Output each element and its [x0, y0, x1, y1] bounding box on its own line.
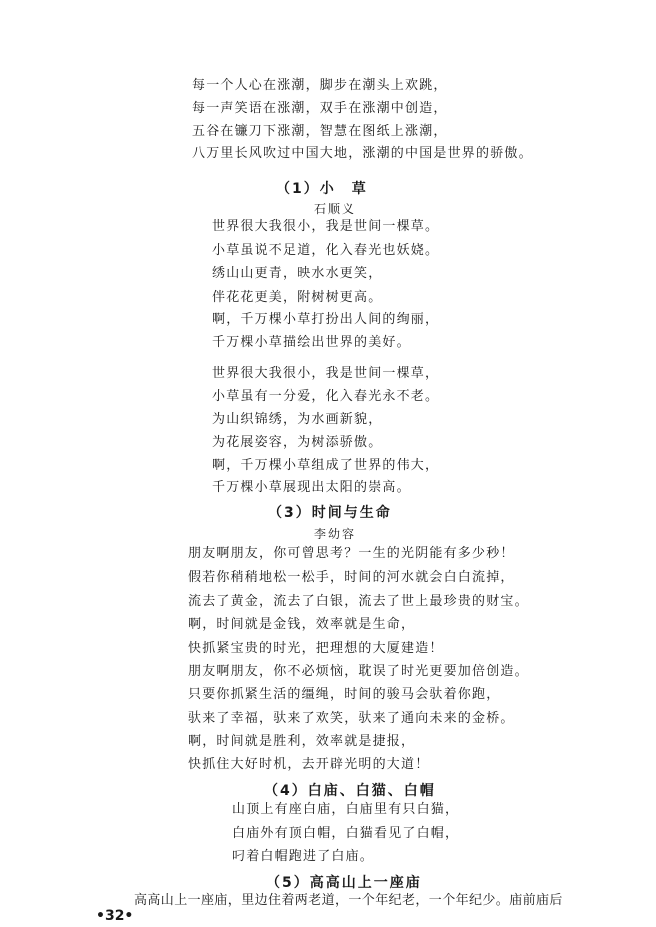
poem3-line-9: 啊，时间就是胜利，效率就是捷报， — [188, 734, 416, 749]
poem3-line-1: 朋友啊朋友，你可曾思考？一生的光阴能有多少秒！ — [188, 546, 515, 561]
poem3-line-2: 假若你稍稍地松一松手，时间的河水就会白白流掉， — [188, 570, 515, 585]
poem3-line-4: 啊，时间就是金钱，效率就是生命， — [188, 617, 416, 632]
poem5-line-1: 高高山上一座庙，里边住着两老道，一个年纪老，一个年纪少。庙前庙后 — [134, 893, 563, 908]
poem1-stanza2-line-2: 小草虽有一分爱，化入春光永不老。 — [212, 389, 440, 404]
poem3-line-6: 朋友啊朋友，你不必烦恼，耽误了时光更要加倍创造。 — [188, 664, 529, 679]
poem3-title: （3）时间与生命 — [268, 505, 392, 521]
poem5-title: （5）高高山上一座庙 — [266, 875, 422, 891]
poem1-stanza1-line-3: 绣山山更青，映水水更笑， — [212, 266, 383, 281]
poem3-author: 李幼容 — [314, 527, 357, 541]
intro-line-4: 八万里长风吹过中国大地，涨潮的中国是世界的骄傲。 — [192, 146, 533, 161]
intro-line-1: 每一个人心在涨潮，脚步在潮头上欢跳， — [192, 78, 448, 93]
poem1-stanza1-line-2: 小草虽说不足道，化入春光也妖娆。 — [212, 243, 440, 258]
poem4-line-2: 白庙外有顶白帽，白猫看见了白帽， — [232, 826, 460, 841]
poem3-line-8: 驮来了幸福，驮来了欢笑，驮来了通向未来的金桥。 — [188, 711, 515, 726]
poem4-line-1: 山顶上有座白庙，白庙里有只白猫， — [232, 802, 460, 817]
poem3-line-10: 快抓住大好时机，去开辟光明的大道！ — [188, 757, 430, 772]
intro-line-2: 每一声笑语在涨潮，双手在涨潮中创造， — [192, 101, 448, 116]
poem1-stanza1-line-1: 世界很大我很小，我是世间一棵草。 — [212, 219, 440, 234]
poem4-line-3: 叼着白帽跑进了白庙。 — [232, 849, 375, 864]
poem1-stanza2-line-5: 啊，千万棵小草组成了世界的伟大， — [212, 458, 440, 473]
poem1-stanza2-line-4: 为花展姿容，为树添骄傲。 — [212, 435, 383, 450]
poem1-stanza1-line-4: 伴花花更美，附树树更高。 — [212, 290, 383, 305]
poem1-stanza2-line-6: 千万棵小草展现出太阳的崇高。 — [212, 480, 411, 495]
poem1-title: （1）小 草 — [276, 181, 368, 197]
poem1-stanza2-line-3: 为山织锦绣，为水画新貌， — [212, 412, 383, 427]
intro-line-3: 五谷在镰刀下涨潮，智慧在图纸上涨潮， — [192, 124, 448, 139]
poem3-line-7: 只要你抓紧生活的缰绳，时间的骏马会驮着你跑， — [188, 687, 501, 702]
poem1-author: 石顺义 — [314, 202, 357, 216]
poem1-stanza2-line-1: 世界很大我很小，我是世间一棵草， — [212, 366, 440, 381]
poem3-line-5: 快抓紧宝贵的时光，把理想的大厦建造！ — [188, 641, 444, 656]
page-number: •32• — [96, 908, 134, 924]
poem3-line-3: 流去了黄金，流去了白银，流去了世上最珍贵的财宝。 — [188, 594, 529, 609]
poem1-stanza1-line-5: 啊，千万棵小草打扮出人间的绚丽， — [212, 312, 440, 327]
poem4-title: （4）白庙、白猫、白帽 — [264, 783, 436, 799]
poem1-stanza1-line-6: 千万棵小草描绘出世界的美好。 — [212, 335, 411, 350]
